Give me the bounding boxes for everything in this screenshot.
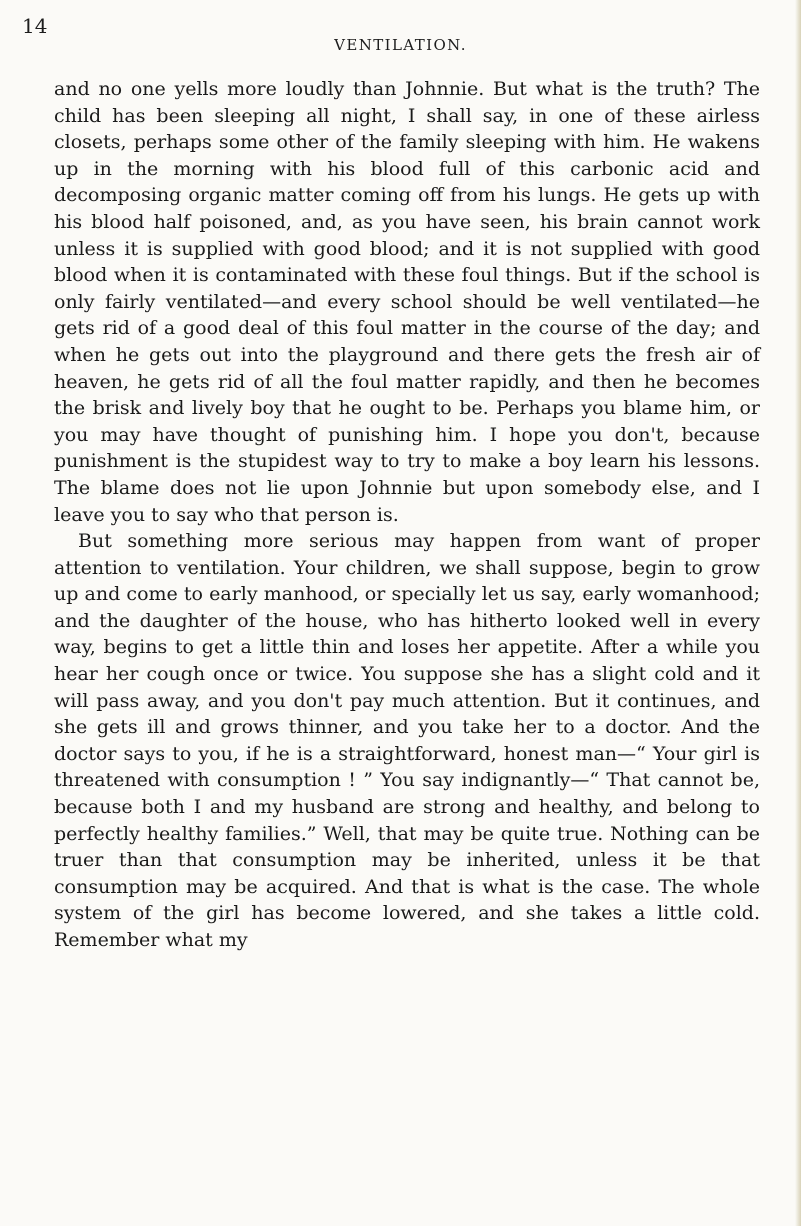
- paragraph-1: and no one yells more loudly than Johnnie. But what is the truth? The child has been sleeping all night, I shall say, in one of these airless closets, perhaps some other of the family sleeping with him. He wakens up in the morning with his blood full of this carbonic acid and decomposing organic matter coming off from his lungs. He gets up with his blood half poisoned, and, as you have seen, his brain cannot work unless it is supplied with good blood; and it is not supplied with good blood when it is contaminated with these foul things. But if the school is only fairly ventilated—and every school should be well ventilated—he gets rid of a good deal of this foul matter in the course of the day; and when he gets out into the playground and there gets the fresh air of heaven, he gets rid of all the foul matter rapidly, and then he becomes the brisk and lively boy that he ought to be. Perhaps you blame him, or you may have thought of punishing him. I hope you don't, because punishment is the stupidest way to try to make a boy learn his lessons. The blame does not lie upon Johnnie but upon somebody else, and I leave you to say who that person is.: [54, 78, 760, 526]
- page-number: 14: [22, 14, 48, 38]
- body-text: [54, 76, 760, 954]
- running-head: VENTILATION.: [334, 36, 467, 54]
- page-edge-shadow: [795, 0, 801, 1226]
- paragraph-2: But something more serious may happen from want of proper attention to ventilation. Your children, we shall suppose, begin to grow up and come to early manhood, or specially let us say, early womanhood; and the daughter of the house, who has hitherto looked well in every way, begins to get a little thin and loses her appetite. After a while you hear her cough once or twice. You suppose she has a slight cold and it will pass away, and you don't pay much attention. But it continues, and she gets ill and grows thinner, and you take her to a doctor. And the doctor says to you, if he is a straightforward, honest man—“ Your girl is threatened with consumption ! ” You say indignantly—“ That cannot be, because both I and my husband are strong and healthy, and belong to perfectly healthy families.” Well, that may be quite true. Nothing can be truer than that consumption may be inherited, unless it be that consumption may be acquired. And that is what is the case. The whole system of the girl has become lowered, and she takes a little cold. Remember what my: [54, 530, 760, 951]
